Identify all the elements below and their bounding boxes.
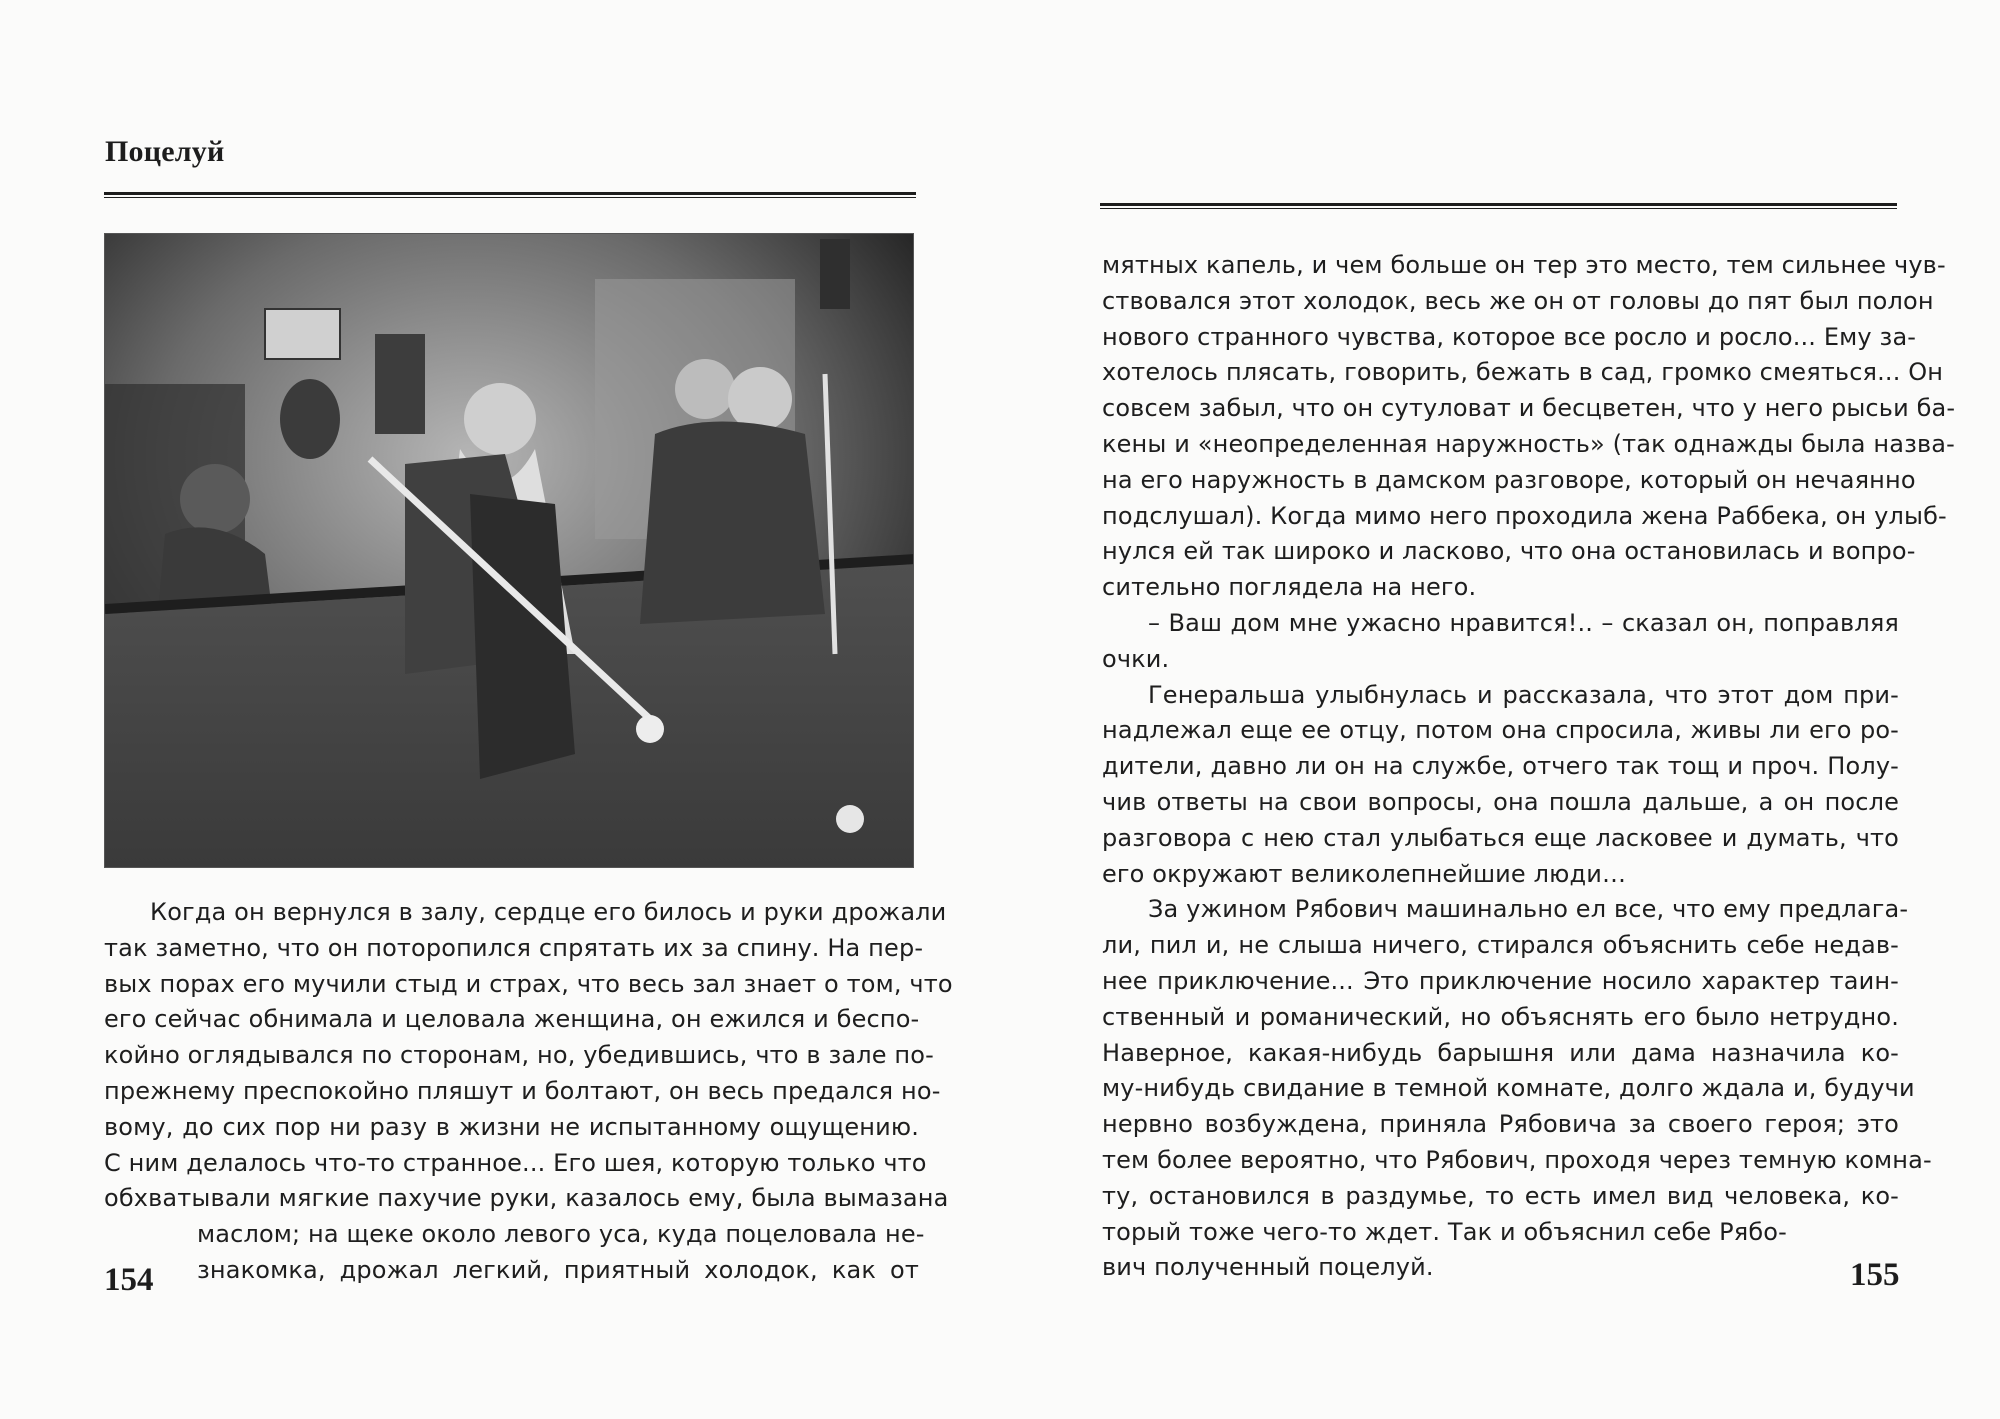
header-rule (104, 192, 916, 198)
text-line: его окружают великолепнейшие люди… (1102, 859, 1627, 888)
text-line: койно оглядывался по сторонам, но, убедившись, что в зале по- (104, 1041, 934, 1070)
billiards-illustration (104, 233, 914, 868)
text-line: вому, до сих пор ни разу в жизни не испытанному ощущению. (104, 1112, 919, 1141)
text-line: очки. (1102, 644, 1170, 673)
text-line: сительно поглядела на него. (1102, 573, 1477, 602)
right-body-text (1102, 248, 1956, 1286)
text-line: хотелось плясать, говорить, бежать в сад, громко смеяться... Он (1102, 358, 1944, 387)
text-line: его сейчас обнимала и целовала женщина, он ежился и беспо- (104, 1005, 920, 1034)
text-line: вых порах его мучили стыд и страх, что весь зал знает о том, что (104, 969, 953, 998)
text-line: ствовался этот холодок, весь же он от головы до пят был полон (1102, 286, 1934, 315)
illustration-drawing (105, 234, 914, 868)
page-number: 155 (1850, 1257, 1900, 1293)
text-line: ственный и романический, но объяснять его было нетрудно. (1102, 1002, 1899, 1031)
text-line: му-нибудь свидание в темной комнате, долго ждала и, будучи (1102, 1074, 1915, 1103)
text-line: С ним делалось что-то странное... Его шея, которую только что (104, 1148, 927, 1177)
text-line: кены и «неопределенная наружность» (так однажды была назва- (1102, 429, 1955, 458)
text-line: нервно возбуждена, приняла Рябовича за своего героя; это (1102, 1110, 1899, 1139)
text-line: обхватывали мягкие пахучие руки, казалось ему, была вымазана (104, 1184, 949, 1213)
text-line: За ужином Рябович машинально ел все, что ему предлага- (1148, 895, 1909, 924)
text-line: вич полученный поцелуй. (1102, 1253, 1434, 1282)
text-line: – Ваш дом мне ужасно нравится!.. – сказал он, поправляя (1148, 608, 1899, 637)
text-line: нулся ей так широко и ласково, что она остановилась и вопро- (1102, 537, 1916, 566)
text-line: знакомка, дрожал легкий, приятный холодок, как от (197, 1255, 919, 1284)
header-rule (1100, 203, 1897, 209)
text-line: ли, пил и, не слыша ничего, стирался объяснить себе недав- (1102, 931, 1899, 960)
text-line: дители, давно ли он на службе, отчего так тощ и проч. Полу- (1102, 752, 1899, 781)
page-number: 154 (104, 1262, 154, 1298)
text-line: на его наружность в дамском разговоре, который он нечаянно (1102, 465, 1916, 494)
text-line: нее приключение... Это приключение носило характер таин- (1102, 966, 1899, 995)
text-line: совсем забыл, что он сутуловат и бесцветен, что у него рысьи ба- (1102, 394, 1956, 423)
text-line: Генеральша улыбнулась и рассказала, что этот дом при- (1148, 680, 1899, 709)
text-line: тем более вероятно, что Рябович, проходя через темную комна- (1102, 1145, 1932, 1174)
text-line: нового странного чувства, которое все росло и росло... Ему за- (1102, 322, 1917, 351)
text-line: ту, остановился в раздумье, то есть имел вид человека, ко- (1102, 1181, 1899, 1210)
running-head: Поцелуй (105, 135, 225, 168)
right-page (1000, 0, 2000, 1419)
text-line: так заметно, что он поторопился спрятать их за спину. На пер- (104, 933, 924, 962)
text-line: подслушал). Когда мимо него проходила жена Раббека, он улыб- (1102, 501, 1947, 530)
text-line: чив ответы на свои вопросы, она пошла дальше, а он после (1102, 787, 1899, 816)
text-line: мятных капель, и чем больше он тер это место, тем сильнее чув- (1102, 251, 1946, 279)
text-line: Наверное, какая-нибудь барышня или дама назначила ко- (1102, 1038, 1899, 1067)
text-line: Когда он вернулся в залу, сердце его билось и руки дрожали (150, 898, 947, 926)
text-line: прежнему преспокойно пляшут и болтают, он весь предался но- (104, 1076, 941, 1105)
text-line: надлежал еще ее отцу, потом она спросила, живы ли его ро- (1102, 716, 1899, 745)
text-line: разговора с нею стал улыбаться еще ласковее и думать, что (1102, 823, 1899, 852)
text-line: торый тоже чего-то ждет. Так и объяснил себе Рябо- (1102, 1217, 1787, 1246)
text-line: маслом; на щеке около левого уса, куда поцеловала не- (197, 1220, 925, 1249)
left-body-text (104, 895, 953, 1289)
